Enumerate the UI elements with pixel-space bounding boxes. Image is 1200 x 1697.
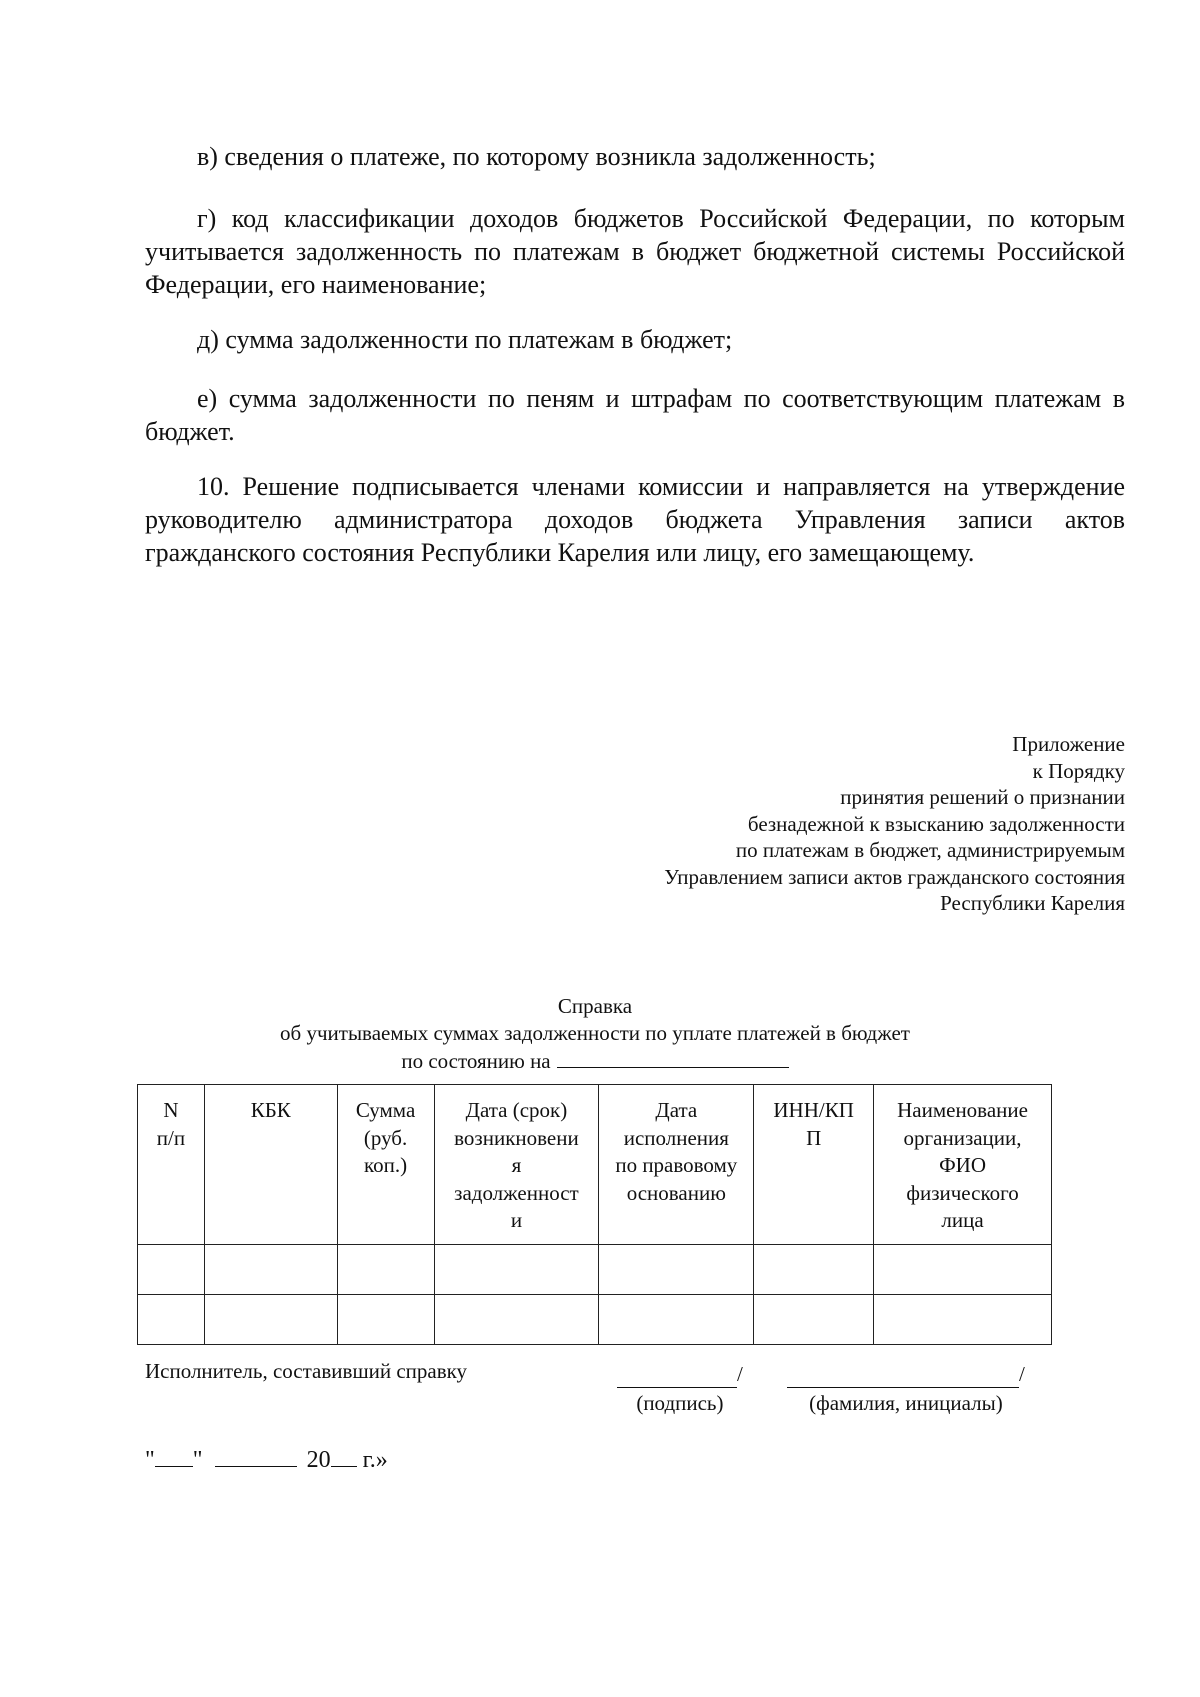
year-blank[interactable] [331,1444,357,1467]
header-number: N п/п [138,1085,205,1245]
paragraph-e: е) сумма задолженности по пеням и штрафам по соответствующим платежам в бюджет. [145,384,1125,446]
table-header-row [138,1085,1052,1245]
date-quote-open: " [145,1447,155,1473]
year-suffix: г.» [362,1447,388,1473]
appendix-line: Приложение [1012,732,1125,756]
as-of-date-blank[interactable] [557,1047,789,1068]
appendix-line: Управлением записи актов гражданского состояния [664,864,1125,889]
header-execution-date: Дата исполнения по правовому основанию [599,1085,754,1245]
paragraph-g: г) код классификации доходов бюджетов Российской Федерации, по которым учитывается задолженность по платежам в бюджет бюджетной системы Российской Федерации, его наименование; [145,204,1125,299]
reference-title: Справка [557,994,633,1018]
as-of-label: по состоянию на [401,1049,551,1073]
header-amount: Сумма (руб. коп.) [337,1085,434,1245]
executor-label: Исполнитель, составивший справку [145,1359,468,1383]
paragraph-v: в) сведения о платеже, по которому возникла задолженность; [197,142,876,171]
appendix-line: по платежам в бюджет, администрируемым [735,838,1125,862]
reference-title-block [135,993,1055,1075]
table-cell[interactable] [599,1245,754,1295]
table-cell[interactable] [754,1295,874,1345]
appendix-line: Республики Карелия [940,891,1125,915]
table-row [138,1295,1052,1345]
table-cell[interactable] [874,1295,1052,1345]
table-cell[interactable] [337,1295,434,1345]
table-cell[interactable] [337,1245,434,1295]
header-inn-kpp: ИНН/КП П [754,1085,874,1245]
header-debt-date: Дата (срок) возникновени я задолженност и [434,1085,599,1245]
date-quote-close: " [192,1447,203,1473]
paragraph-10: 10. Решение подписывается членами комиссии и направляется на утверждение руководителю администратора доходов бюджета Управления записи актов гражданского состояния Республики Карелия или лицу, его замещающему. [145,472,1125,567]
reference-as-of [135,1047,1055,1075]
appendix-header [425,731,1125,917]
appendix-line: безнадежной к взысканию задолженности [747,811,1125,836]
reference-subtitle: об учитываемых суммах задолженности по уплате платежей в бюджет [280,1021,910,1045]
table-cell[interactable] [138,1245,205,1295]
month-blank[interactable] [215,1444,297,1467]
day-blank[interactable] [155,1444,193,1467]
table-cell[interactable] [874,1245,1052,1295]
table-row [138,1245,1052,1295]
name-caption: (фамилия, инициалы) [809,1391,1003,1415]
signature-caption: (подпись) [636,1391,724,1415]
signature-blank[interactable] [617,1365,737,1388]
name-blank[interactable] [787,1365,1019,1388]
header-kbk: КБК [204,1085,337,1245]
name-slash: / [1019,1362,1025,1386]
name-block [787,1361,1025,1417]
table-cell[interactable] [138,1295,205,1345]
paragraph-d: д) сумма задолженности по платежам в бюджет; [197,325,733,354]
date-line [145,1444,388,1475]
table-cell[interactable] [434,1245,599,1295]
table-cell[interactable] [754,1245,874,1295]
appendix-line: принятия решений о признании [840,785,1125,809]
table-cell[interactable] [599,1295,754,1345]
signature-block [617,1361,743,1417]
debt-table [137,1084,1052,1345]
table-cell[interactable] [204,1245,337,1295]
header-organization-name: Наименование организации, ФИО физического лица [874,1085,1052,1245]
table-cell[interactable] [204,1295,337,1345]
table-cell[interactable] [434,1295,599,1345]
signature-slash: / [737,1362,743,1386]
year-prefix: 20 [306,1447,331,1473]
appendix-line: к Порядку [1032,758,1125,783]
